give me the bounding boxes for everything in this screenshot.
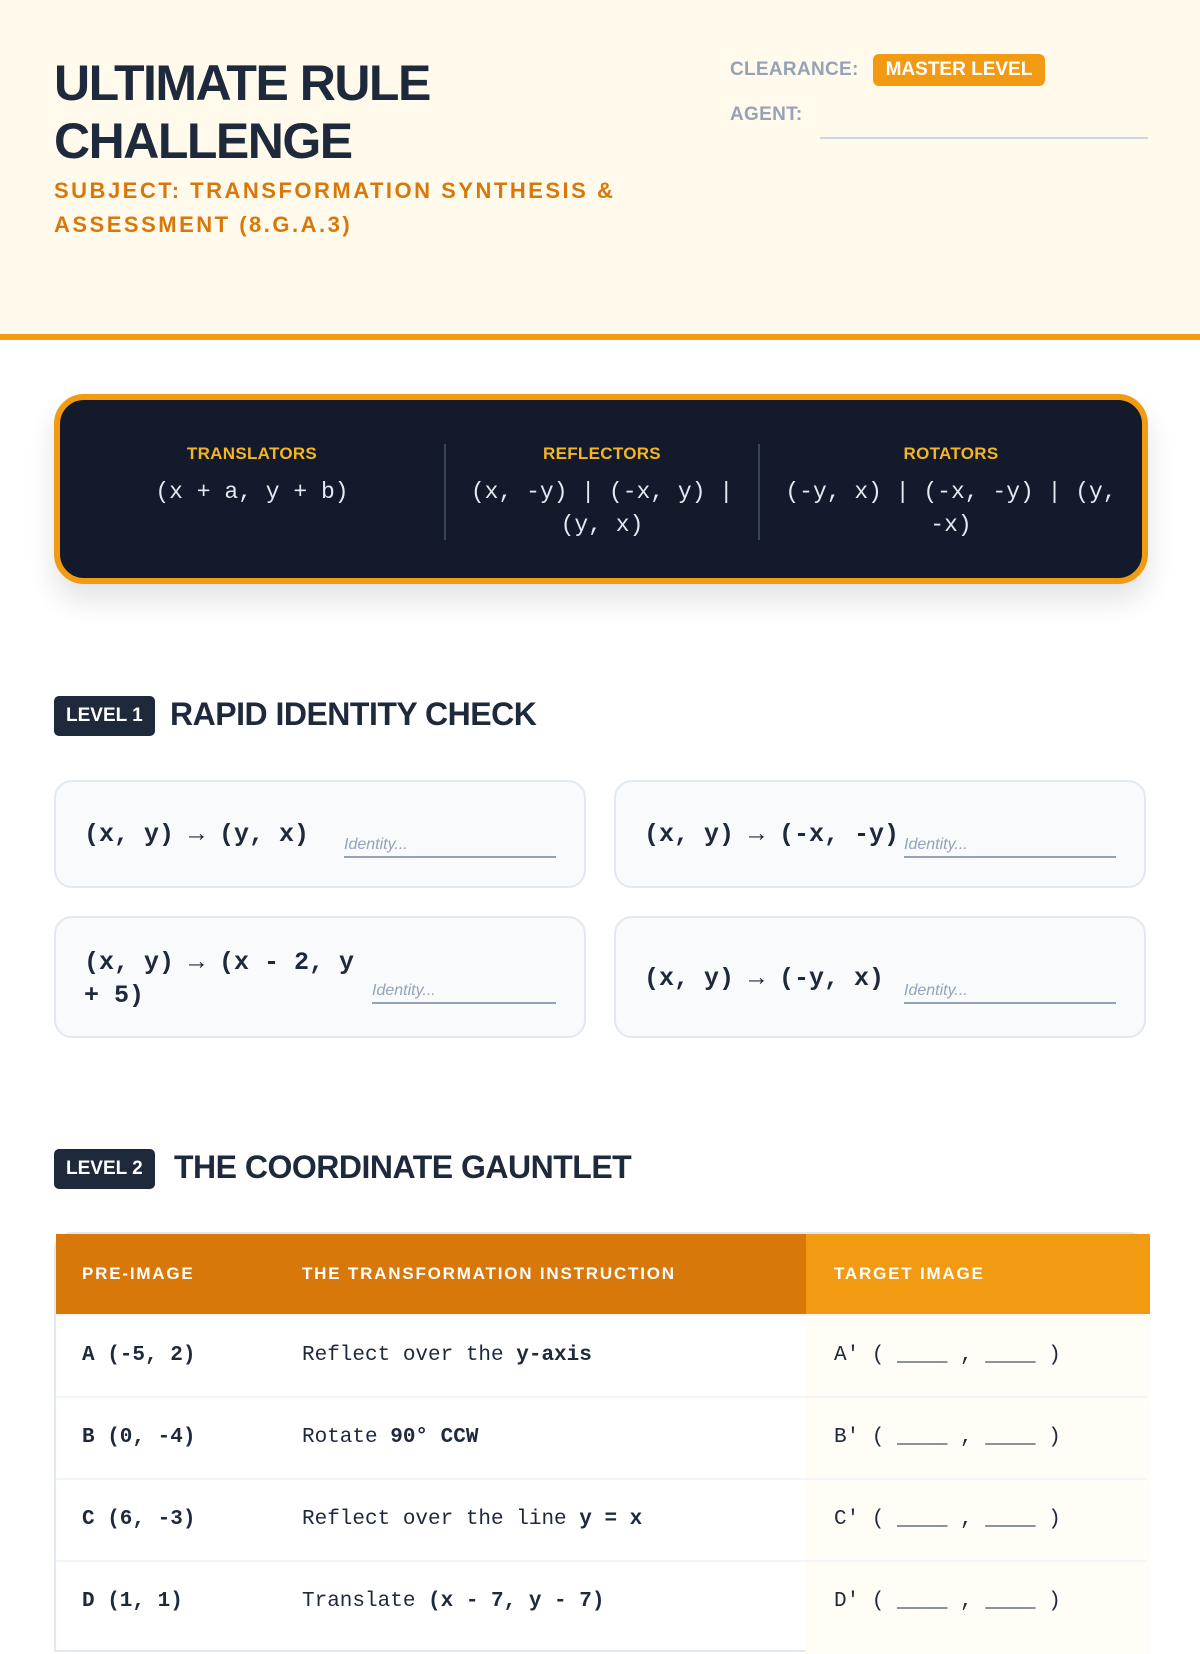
agent-row [730, 104, 803, 126]
subject-line: SUBJECT: TRANSFORMATION SYNTHESIS & ASSESSMENT (8.G.A.3) [54, 178, 616, 237]
identity-card [614, 916, 1146, 1038]
table-row [56, 1478, 1146, 1560]
identity-answer-field[interactable]: Identity... [904, 982, 1116, 1004]
pre-image-cell: B (0, -4) [82, 1426, 196, 1449]
mapping-expression: (x, y) → (-x, -y) [644, 820, 900, 849]
identity-answer-field[interactable]: Identity... [904, 836, 1116, 858]
reflectors-heading: REFLECTORS [543, 444, 661, 463]
table-row [56, 1314, 1146, 1396]
mapping-expression: (x, y) → (x - 2, y + 5) [84, 948, 355, 1010]
coordinate-gauntlet-table [54, 1232, 1148, 1652]
level-2-badge: LEVEL 2 [54, 1149, 155, 1189]
target-image-answer[interactable]: B' ( ____ , ____ ) [834, 1426, 1061, 1449]
instruction-cell: Reflect over the line y = x [302, 1508, 643, 1531]
level-2-title: THE COORDINATE GAUNTLET [174, 1149, 632, 1185]
agent-name-field[interactable] [820, 137, 1148, 139]
translators-column [60, 400, 444, 578]
level-1-title: RAPID IDENTITY CHECK [170, 696, 537, 732]
table-row [56, 1560, 1146, 1642]
clearance-badge: MASTER LEVEL [873, 54, 1046, 86]
identity-card [54, 916, 586, 1038]
table-row [56, 1396, 1146, 1478]
column-header-target-image: TARGET IMAGE [834, 1264, 985, 1283]
target-image-answer[interactable]: C' ( ____ , ____ ) [834, 1508, 1061, 1531]
column-header-instruction: THE TRANSFORMATION INSTRUCTION [302, 1264, 676, 1283]
pre-image-cell: C (6, -3) [82, 1508, 196, 1531]
identity-answer-field[interactable]: Identity... [344, 836, 556, 858]
instruction-cell: Translate (x - 7, y - 7) [302, 1590, 605, 1613]
level-1-badge: LEVEL 1 [54, 696, 155, 736]
identity-card [54, 780, 586, 888]
target-image-answer[interactable]: D' ( ____ , ____ ) [834, 1590, 1061, 1613]
table-header [56, 1234, 1146, 1314]
rotators-rule: (-y, x) | (-x, -y) | (y, -x) [785, 479, 1117, 538]
reflectors-rule: (x, -y) | (-x, y) | (y, x) [470, 479, 734, 538]
rules-reference-panel [54, 394, 1148, 584]
instruction-cell: Rotate 90° CCW [302, 1426, 479, 1449]
agent-label: AGENT: [730, 104, 803, 125]
identity-answer-field[interactable]: Identity... [372, 982, 556, 1004]
translators-rule: (x + a, y + b) [155, 479, 349, 505]
pre-image-cell: A (-5, 2) [82, 1344, 196, 1367]
pre-image-cell: D (1, 1) [82, 1590, 183, 1613]
mapping-expression: (x, y) → (y, x) [84, 820, 310, 849]
identity-card [614, 780, 1146, 888]
clearance-label: CLEARANCE: [730, 59, 859, 80]
worksheet-header [0, 0, 1200, 340]
instruction-cell: Reflect over the y-axis [302, 1344, 592, 1367]
clearance-row [730, 54, 1045, 86]
target-image-answer[interactable]: A' ( ____ , ____ ) [834, 1344, 1061, 1367]
page-title: ULTIMATE RULE CHALLENGE [54, 55, 430, 169]
column-header-pre-image: PRE-IMAGE [82, 1264, 195, 1283]
translators-heading: TRANSLATORS [186, 444, 318, 463]
rotators-column [758, 444, 1142, 540]
mapping-expression: (x, y) → (-y, x) [644, 964, 885, 993]
reflectors-column [444, 444, 758, 540]
rotators-heading: ROTATORS [903, 444, 999, 463]
